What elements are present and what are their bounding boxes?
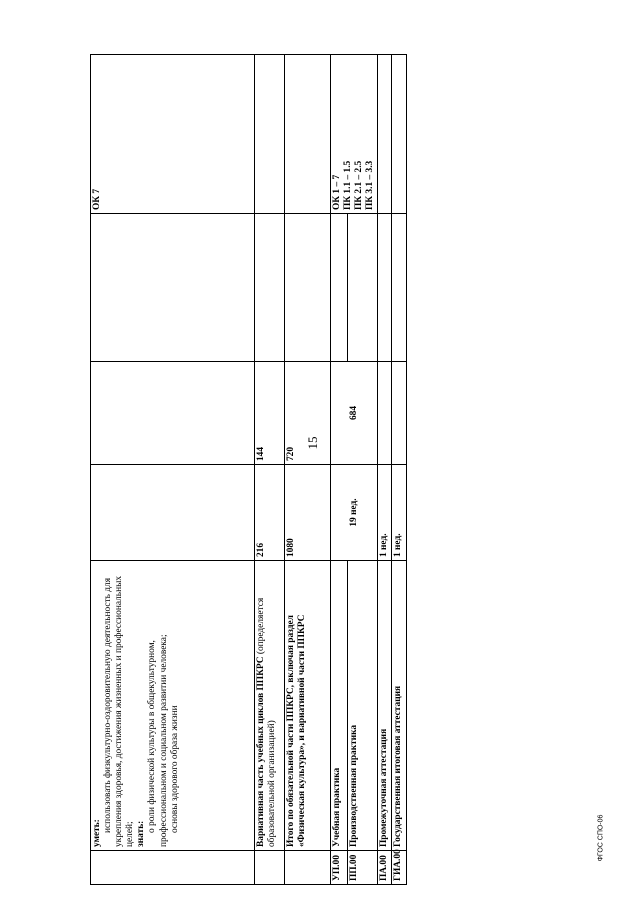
row-code: ПА.00 [378,851,392,885]
row-code: УП.00 [331,851,348,885]
hours-max: 216 [255,465,285,561]
competencies-cell [378,55,392,214]
competencies-cell [285,55,331,214]
page-number: 15 [305,436,320,450]
row-code [285,851,331,885]
znat-label: знать: [136,820,147,847]
discipline-description [91,561,255,851]
competency-line: ПК 1.1 – 1.5 [343,160,354,210]
umet-label: уметь: [92,819,102,847]
table-row [255,55,285,885]
discipline-index-cell [348,214,378,362]
row-title-normal: (определяется образовательной организацией) [256,597,278,847]
row-code: ГИА.00 [392,851,406,885]
competencies-cell [331,55,378,214]
competency-line: ОК 1 – 7 [332,174,342,210]
table-row [378,55,392,885]
curriculum-table [90,54,407,885]
discipline-index-cell [392,214,406,362]
hours-max: 1 нед. [392,465,406,561]
hours-max: 19 нед. [331,465,378,561]
znat-text-1: о роли физической культуры в общекультурном, профессиональном и социальном развитии человека; [147,634,169,847]
umet-text: использовать физкультурно-оздоровительную деятельность для укрепления здоровья, достижения жизненных и профессиональных целей; [103,575,136,847]
table-row [392,55,406,885]
table-rotation-wrapper [90,55,404,885]
row-title: Государственная итоговая аттестация [392,561,406,851]
hours-max-cell [91,465,255,561]
row-title: Итого по обязательной части ППКРС, включая раздел «Физическая культура», и вариативной части ППКРС [285,561,331,851]
discipline-index-cell [331,214,348,362]
table-row [285,55,331,885]
row-code: ПП.00 [348,851,378,885]
competencies-cell: ОК 7 [91,55,255,214]
hours-max: 1080 [285,465,331,561]
row-title: Производственная практика [348,561,378,851]
znat-text-2: основы здорового образа жизни [169,705,180,833]
row-title: Учебная практика [331,561,348,851]
discipline-index-cell [255,214,285,362]
discipline-index-cell [91,214,255,362]
competencies-cell [392,55,406,214]
hours-obligatory-cell [378,362,392,465]
footer-code: ФГОС СПО-06 [597,814,605,862]
table-row [91,55,255,885]
competency-line: ПК 3.1 – 3.3 [365,160,376,210]
table-row [331,55,348,885]
hours-obligatory: 684 [331,362,378,465]
discipline-index-cell [378,214,392,362]
competencies-cell [255,55,285,214]
row-title-bold: Вариативная часть учебных циклов ППКРС [256,656,266,847]
hours-obligatory: 144 [255,362,285,465]
row-title [255,561,285,851]
hours-obligatory: 720 [285,362,331,465]
row-title: Промежуточная аттестация [378,561,392,851]
discipline-index-cell [285,214,331,362]
row-code [255,851,285,885]
competency-line: ПК 2.1 – 2.5 [354,160,365,210]
row-code [91,851,255,885]
hours-obligatory-cell [91,362,255,465]
hours-max: 1 нед. [378,465,392,561]
table-container [90,55,404,885]
hours-obligatory-cell [392,362,406,465]
